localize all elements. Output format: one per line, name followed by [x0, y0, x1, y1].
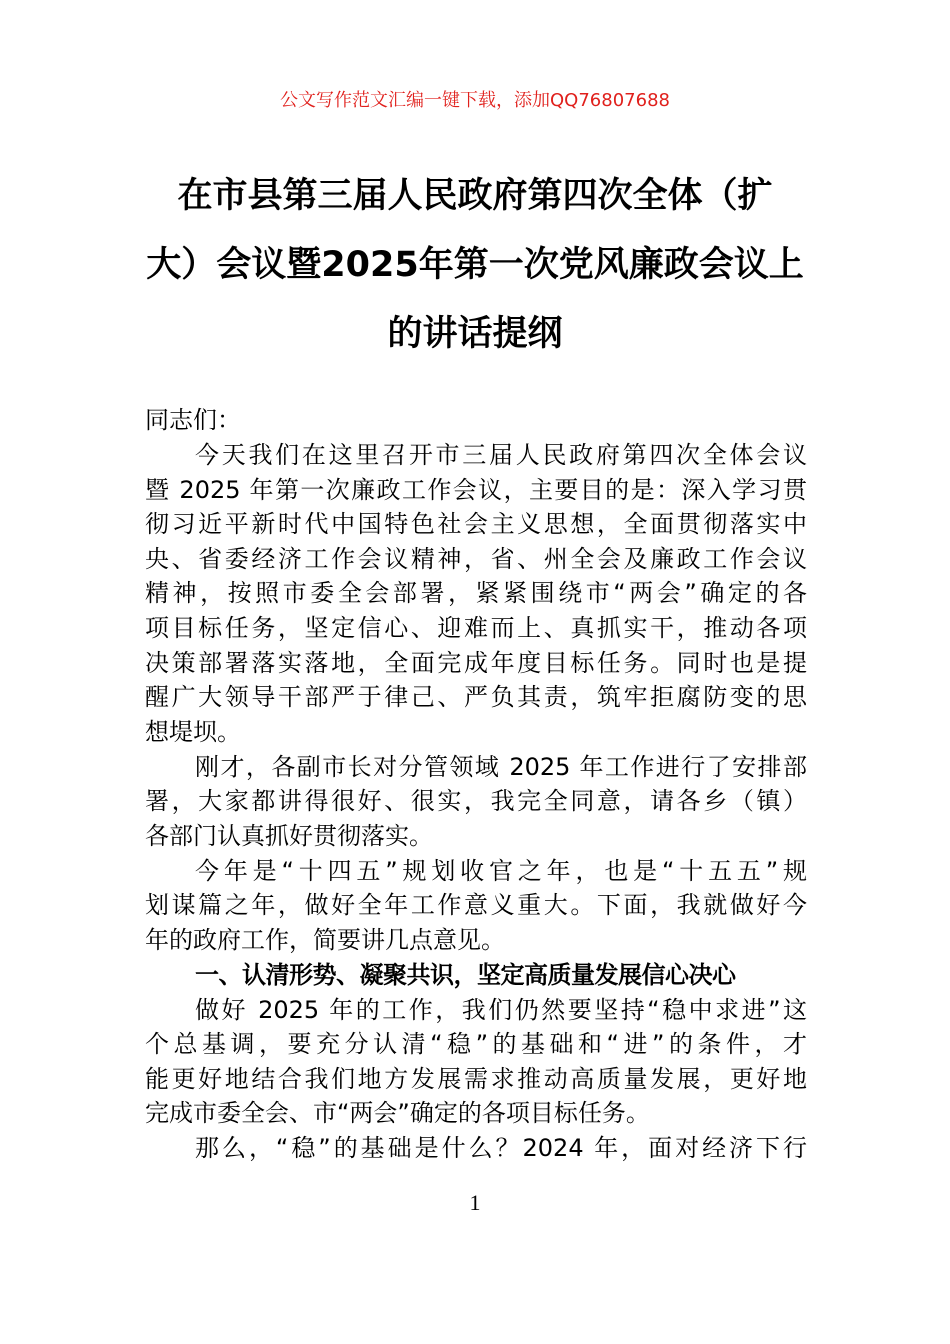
body-line: 醒广大领导干部严于律己、严负其责，筑牢拒腐防变的思	[145, 683, 807, 711]
body-line: 今年是“十四五”规划收官之年，也是“十五五”规	[195, 857, 807, 885]
header-note: 公文写作范文汇编一键下载，添加QQ76807688	[280, 90, 670, 111]
body-line: 各部门认真抓好贯彻落实。	[145, 822, 433, 850]
body-line: 想堤坝。	[145, 718, 241, 746]
body-line: 那么，“稳”的基础是什么？2024 年，面对经济下行	[195, 1134, 807, 1162]
body-line: 做好 2025 年的工作，我们仍然要坚持“稳中求进”这	[195, 996, 807, 1024]
body-line: 年的政府工作，简要讲几点意见。	[145, 926, 505, 954]
body-line: 署，大家都讲得很好、很实，我完全同意，请各乡（镇）	[145, 787, 807, 815]
body-line: 暨 2025 年第一次廉政工作会议，主要目的是：深入学习贯	[145, 476, 807, 504]
body-line: 今天我们在这里召开市三届人民政府第四次全体会议	[195, 441, 807, 469]
body-line: 完成市委全会、市“两会”确定的各项目标任务。	[145, 1099, 650, 1127]
body-line: 个总基调，要充分认清“稳”的基础和“进”的条件，才	[145, 1030, 807, 1058]
document-title-line: 的讲话提纲	[387, 314, 563, 354]
section-heading: 一、认清形势、凝聚共识，坚定高质量发展信心决心	[195, 961, 736, 989]
body-line: 刚才，各副市长对分管领域 2025 年工作进行了安排部	[195, 753, 807, 781]
document-title-line: 在市县第三届人民政府第四次全体（扩	[177, 176, 773, 216]
body-line: 决策部署落实落地，全面完成年度目标任务。同时也是提	[145, 649, 807, 677]
document-title-line: 大）会议暨2025年第一次党风廉政会议上	[146, 245, 804, 285]
body-line: 划谋篇之年，做好全年工作意义重大。下面，我就做好今	[145, 891, 807, 919]
body-line: 项目标任务，坚定信心、迎难而上、真抓实干，推动各项	[145, 614, 807, 642]
body-line: 彻习近平新时代中国特色社会主义思想，全面贯彻落实中	[145, 510, 807, 538]
salutation: 同志们：	[145, 406, 241, 434]
body-line: 精神，按照市委全会部署，紧紧围绕市“两会”确定的各	[145, 579, 807, 607]
body-line: 能更好地结合我们地方发展需求推动高质量发展，更好地	[145, 1065, 807, 1093]
body-line: 央、省委经济工作会议精神，省、州全会及廉政工作会议	[145, 545, 807, 573]
page-number: 1	[469, 1190, 481, 1215]
